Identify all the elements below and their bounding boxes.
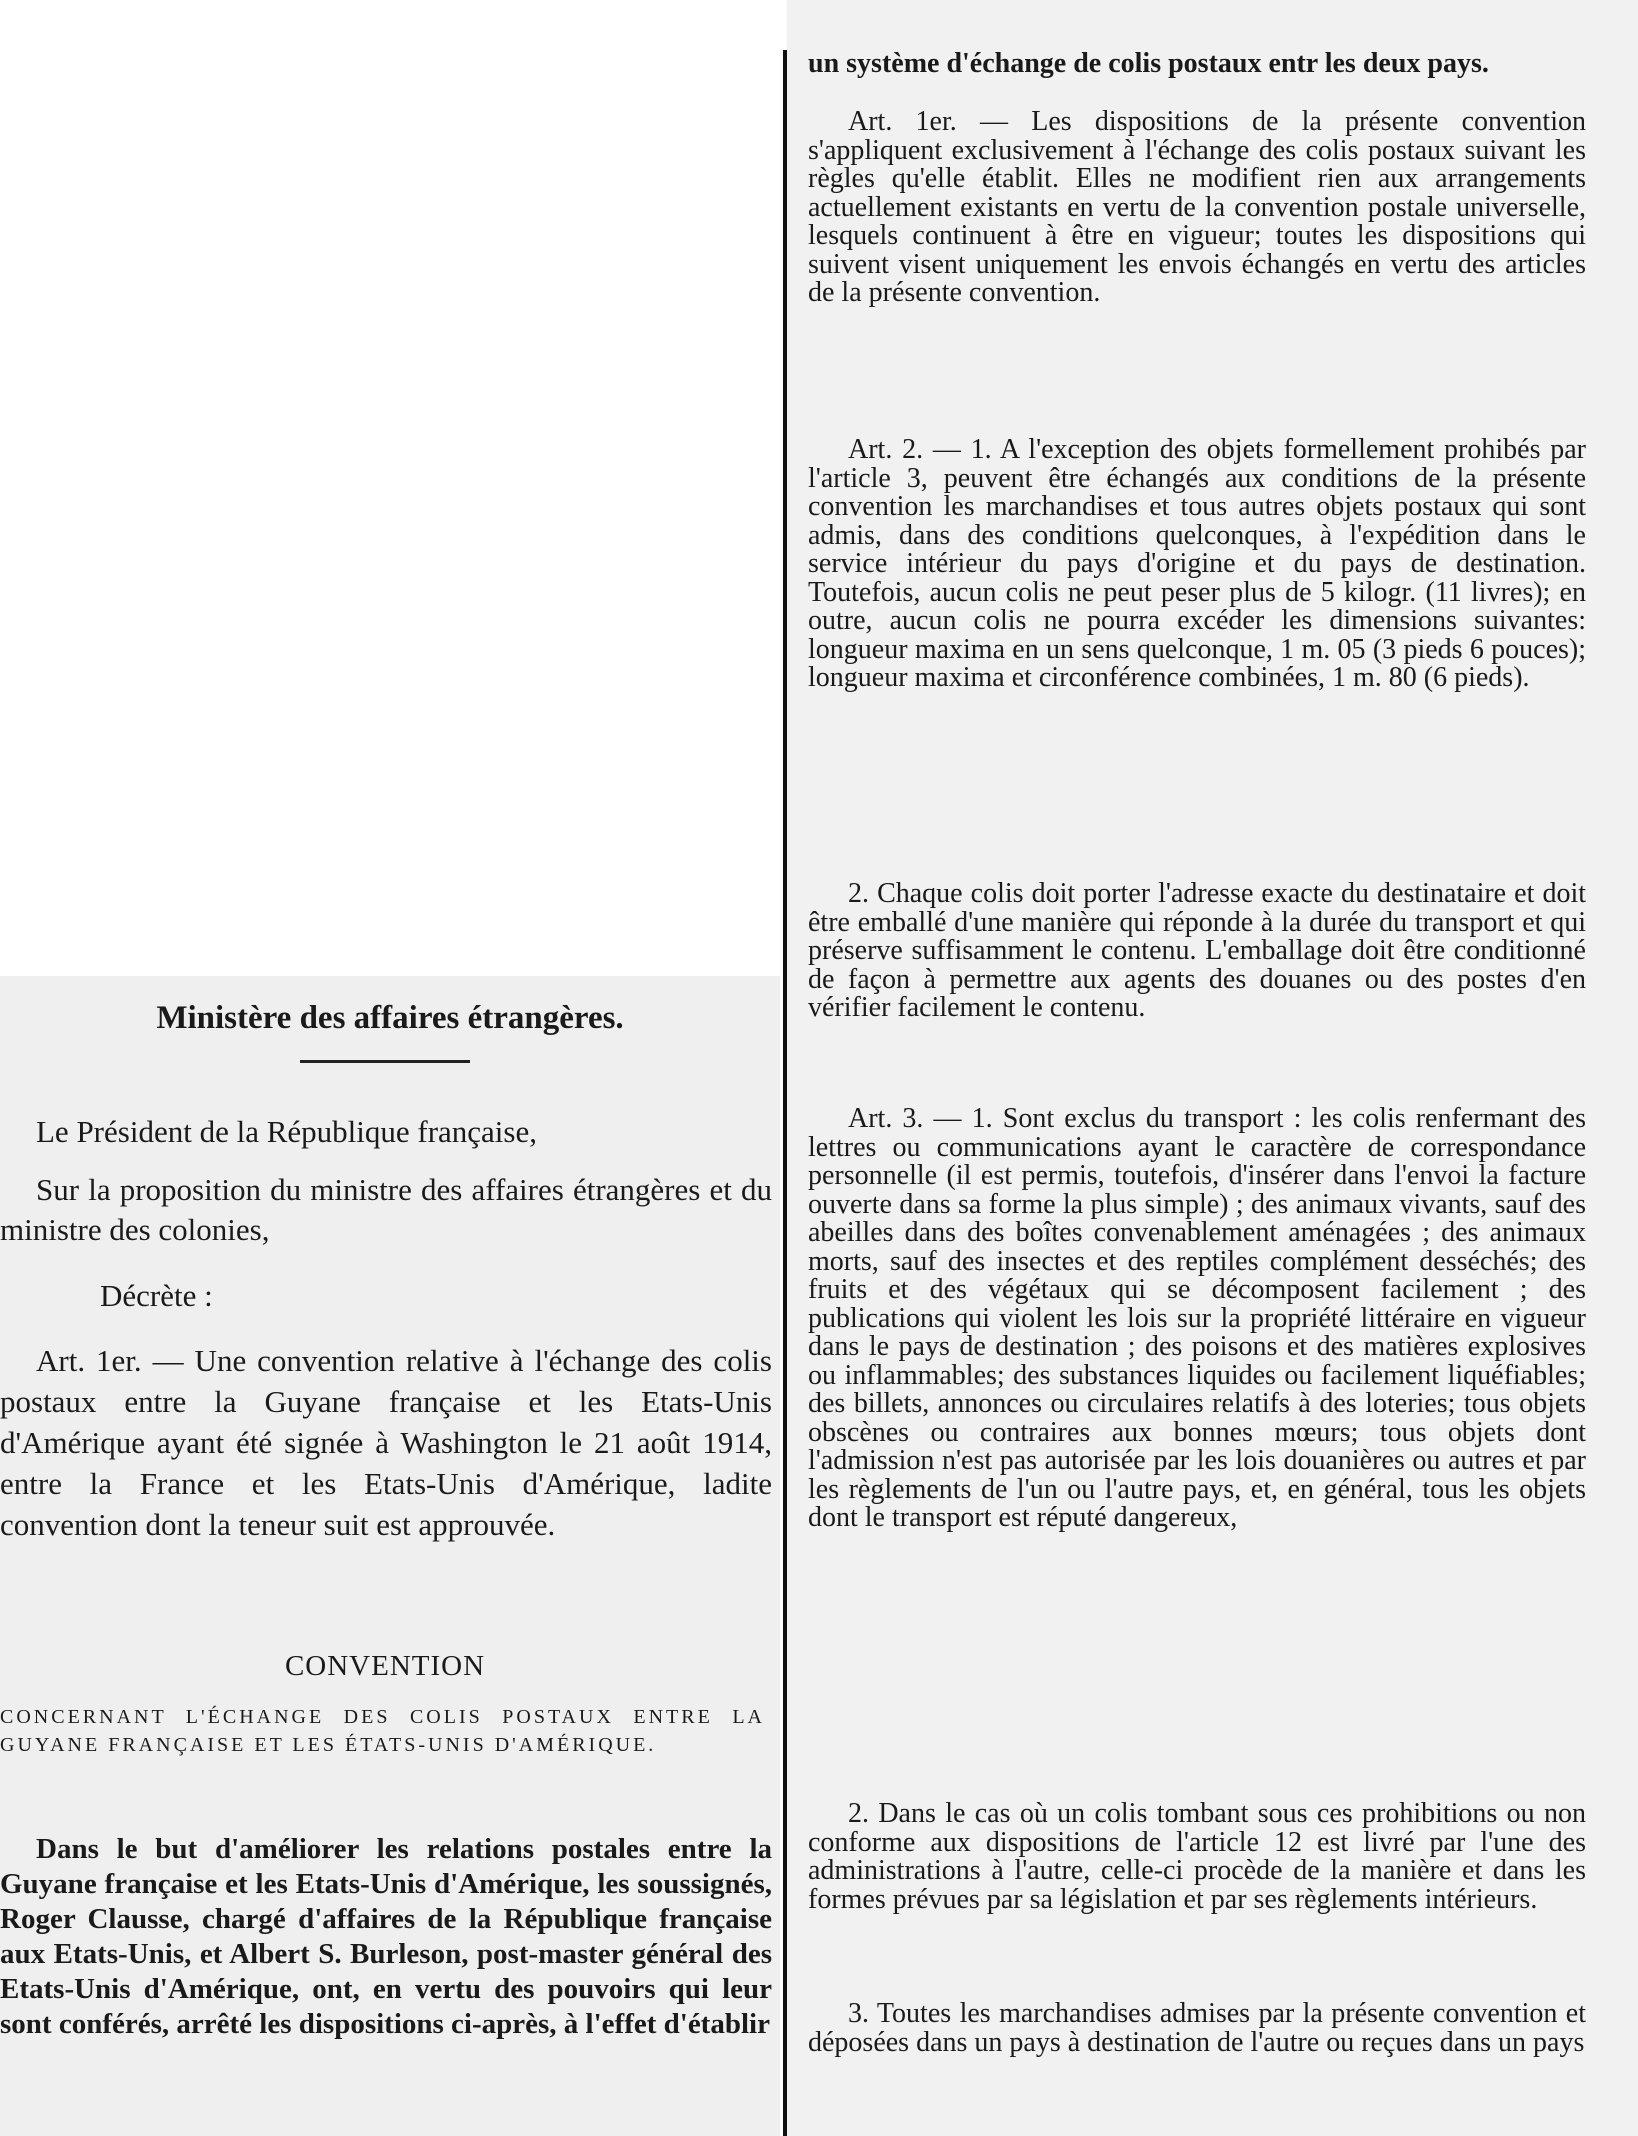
- paragraph-proposition: Sur la proposition du ministre des affaires étrangères et du ministre des colonies,: [0, 1172, 772, 1247]
- convention-subtitle: CONCERNANT L'ÉCHANGE DES COLIS POSTAUX ENTRE LA GUYANE FRANÇAISE ET LES ÉTATS-UNIS D'AMÉRIQUE.: [0, 1706, 765, 1756]
- paragraph-conv-article-2-2: 2. Chaque colis doit porter l'adresse exacte du destinataire et doit être emballé d'une manière qui réponde à la durée du transport et qui préserve suffisamment le contenu. L'emballage doit être conditionné de façon à permettre aux agents des douanes ou des postes d'en vérifier facilement le contenu.: [808, 878, 1586, 1023]
- paragraph-conv-article-3-2: 2. Dans le cas où un colis tombant sous ces prohibitions ou non conforme aux dispositions de l'article 12 est livré par l'une des administrations à l'autre, celle-ci procède de la manière et dans les formes prévues par sa législation et par ses règlements intérieurs.: [808, 1798, 1586, 1915]
- paragraph-president: Le Président de la République française,: [36, 1114, 537, 1149]
- paragraph-conv-article-1: Art. 1er. — Les dispositions de la présente convention s'appliquent exclusivement à l'échange des colis postaux suivant les règles qu'elle établit. Elles ne modifient rien aux arrangements actuellement existants en vertu de la convention postale universelle, lesquels continuent à être en vigueur; toutes les dispositions qui suivent visent uniquement les envois échangés en vertu des articles de la présente convention.: [808, 106, 1586, 308]
- section-heading: Ministère des affaires étrangères.: [156, 1000, 624, 1036]
- paragraph-conv-article-2: Art. 2. — 1. A l'exception des objets formellement prohibés par l'article 3, peuvent être échangés aux conditions de la présente convention les marchandises et tous autres objets postaux qui sont admis, dans des conditions quelconques, à l'expédition dans le service intérieur du pays d'origine et du pays de destination. Toutefois, aucun colis ne peut peser plus de 5 kilogr. (11 livres); en outre, aucun colis ne pourra excéder les dimensions suivantes: longueur maxima en un sens quelconque, 1 m. 05 (3 pieds 6 pouces); longueur maxima et circonférence combinées, 1 m. 80 (6 pieds).: [808, 434, 1586, 693]
- paragraph-conv-article-3: Art. 3. — 1. Sont exclus du transport : les colis renfermant des lettres ou communications ayant le caractère de correspondance personnelle (il est permis, toutefois, d'insérer dans l'envoi la facture ouverte dans sa forme la plus simple) ; des animaux vivants, sauf des abeilles dans des boîtes convenablement aménagées ; des animaux morts, sauf des insectes et des reptiles complément desséchés; des fruits et des végétaux qui se décomposent facilement ; des publications qui violent les lois sur la propriété littéraire en vigueur dans le pays de destination ; des poisons et des matières explosives ou inflammables; des substances liquides ou facilement liquéfiables; des billets, annonces ou circulaires relatifs à des loteries; tous objets obscènes ou contraires aux bonnes mœurs; tous objets dont l'admission n'est pas autorisée par les lois douanières ou autres et par les règlements de l'un ou l'autre pays, et, en général, tous les objets dont le transport est réputé dangereux,: [808, 1103, 1586, 1533]
- paragraph-decrete: Décrète :: [100, 1278, 213, 1313]
- heading-rule: [300, 1060, 470, 1063]
- paragraph-article-1: Art. 1er. — Une convention relative à l'échange des colis postaux entre la Guyane française et les Etats-Unis d'Amérique ayant été signée à Washington le 21 août 1914, entre la France et les Etats-Unis d'Amérique, ladite convention dont la teneur suit est approuvée.: [0, 1343, 772, 1542]
- paragraph-conv-article-3-3: 3. Toutes les marchandises admises par la présente convention et déposées dans un pays à destination de l'autre ou reçues dans un pays: [808, 1998, 1586, 2058]
- convention-title: CONVENTION: [284, 1650, 486, 1682]
- column-divider: [783, 50, 787, 2136]
- blank-area: [0, 0, 782, 976]
- paragraph-preamble: Dans le but d'améliorer les relations postales entre la Guyane française et les Etats-Unis d'Amérique, les soussignés, Roger Clausse, chargé d'affaires de la République française aux Etats-Unis, et Albert S. Burleson, post-master général des Etats-Unis d'Amérique, ont, en vertu des pouvoirs qui leur sont conférés, arrêté les dispositions ci-après, à l'effet d'établir: [0, 1833, 772, 2040]
- paragraph-continuation: un système d'échange de colis postaux entr les deux pays.: [808, 48, 1489, 79]
